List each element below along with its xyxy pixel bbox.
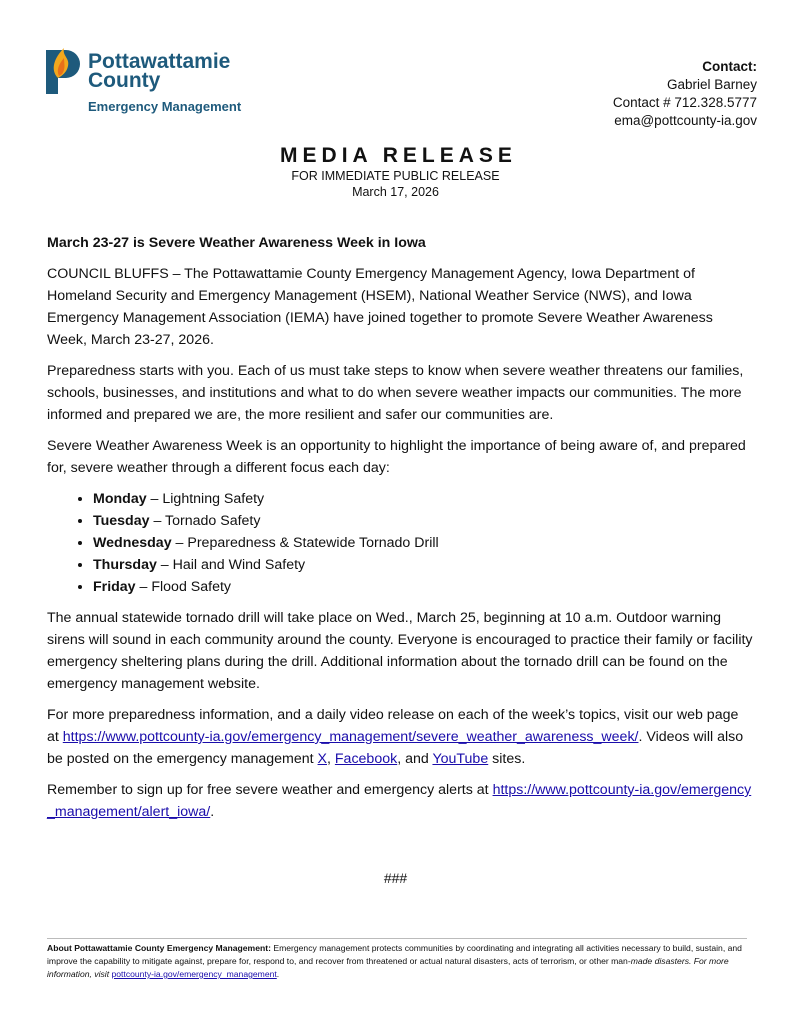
- logo-name-line2: County: [88, 69, 161, 92]
- text: Remember to sign up for free severe weather and emergency alerts at: [47, 782, 493, 798]
- footer-end: .: [276, 969, 280, 979]
- schedule-list: [47, 488, 753, 598]
- text: ,: [327, 751, 335, 767]
- logo-subtitle: Emergency Management: [88, 99, 242, 114]
- list-item: [93, 532, 753, 554]
- contact-phone: Contact # 712.328.5777: [612, 95, 757, 110]
- logo-name: [88, 52, 230, 90]
- release-date: March 17, 2026: [352, 185, 439, 199]
- day: Wednesday: [93, 535, 172, 551]
- topic: – Preparedness & Statewide Tornado Drill: [171, 535, 439, 551]
- release-header: [0, 144, 791, 200]
- county-logo: [44, 44, 264, 120]
- headline: March 23-27 is Severe Weather Awareness Week in Iowa: [47, 235, 426, 251]
- paragraph: Severe Weather Awareness Week is an opportunity to highlight the importance of being aware of, and prepared for, severe weather through a different focus each day:: [47, 438, 746, 476]
- list-item: [93, 554, 753, 576]
- logo-name-line1: Pottawattamie: [88, 50, 231, 73]
- release-body: [47, 232, 753, 832]
- footer-about: [47, 938, 747, 981]
- list-item: [93, 510, 753, 532]
- contact-name: Gabriel Barney: [666, 77, 757, 92]
- topic: – Hail and Wind Safety: [156, 557, 306, 573]
- text: .: [210, 804, 215, 820]
- contact-heading: Contact:: [702, 59, 757, 74]
- facebook-link[interactable]: Facebook: [334, 751, 398, 767]
- topic: – Flood Safety: [135, 579, 232, 595]
- topic: – Tornado Safety: [149, 513, 261, 529]
- text: , and: [397, 751, 433, 767]
- paragraph: COUNCIL BLUFFS – The Pottawattamie County Emergency Management Agency, Iowa Department of Homeland Security and Emergency Management (HSEM), National Weather Service (NWS), and Iowa Emergency Management Association (IEMA) have joined together to promote Severe Weather Awareness Week, March 23-27, 2026.: [47, 266, 713, 348]
- text: . Videos will also be posted on the emergency management: [47, 729, 744, 767]
- end-mark: ###: [383, 870, 408, 886]
- paragraph: Preparedness starts with you. Each of us must take steps to know when severe weather threatens our families, schools, businesses, and institutions and what to do when severe weather impacts our communities. The more informed and prepared we are, the more resilient and safer our communities are.: [47, 363, 744, 423]
- footer-link[interactable]: pottcounty-ia.gov/emergency_management: [111, 969, 277, 979]
- text: sites.: [488, 751, 526, 767]
- list-item: [93, 576, 753, 598]
- release-subtitle: FOR IMMEDIATE PUBLIC RELEASE: [291, 169, 500, 183]
- footer-label: About Pottawattamie County Emergency Management:: [47, 943, 271, 953]
- release-title: MEDIA RELEASE: [280, 144, 517, 167]
- paragraph: The annual statewide tornado drill will take place on Wed., March 25, beginning at 10 a.m. Outdoor warning sirens will sound in each community around the county. Everyone is encouraged to practice their family or facility emergency sheltering plans during the drill. Additional information about the tornado drill can be found on the emergency management website.: [47, 610, 753, 692]
- info-paragraph: [47, 704, 753, 770]
- contact-email: ema@pottcounty-ia.gov: [614, 113, 757, 128]
- text: For more preparedness information, and a daily video release on each of the week’s topics, visit our web page at: [47, 707, 739, 745]
- youtube-link[interactable]: YouTube: [432, 751, 489, 767]
- topic: – Lightning Safety: [146, 491, 265, 507]
- list-item: [93, 488, 753, 510]
- x-link[interactable]: X: [317, 751, 327, 767]
- footer-text: Emergency management protects communities by coordinating and integrating all activities necessary to build, sustain, and improve the capability to mitigate against, prepare for, respond to, and recover from threatened or actual natural disasters, acts of terrorism, or other man-: [47, 943, 742, 966]
- alert-paragraph: [47, 779, 753, 823]
- contact-block: [613, 58, 757, 130]
- day: Tuesday: [93, 513, 150, 529]
- p-flame-icon: [44, 44, 84, 96]
- footer-italic: made disasters. For more information, visit: [47, 956, 729, 979]
- alert-iowa-link[interactable]: https://www.pottcounty-ia.gov/emergency_management/alert_iowa/: [47, 782, 752, 820]
- day: Monday: [93, 491, 147, 507]
- day: Thursday: [93, 557, 157, 573]
- day: Friday: [93, 579, 136, 595]
- awareness-week-link[interactable]: https://www.pottcounty-ia.gov/emergency_management/severe_weather_awareness_week/: [62, 729, 639, 745]
